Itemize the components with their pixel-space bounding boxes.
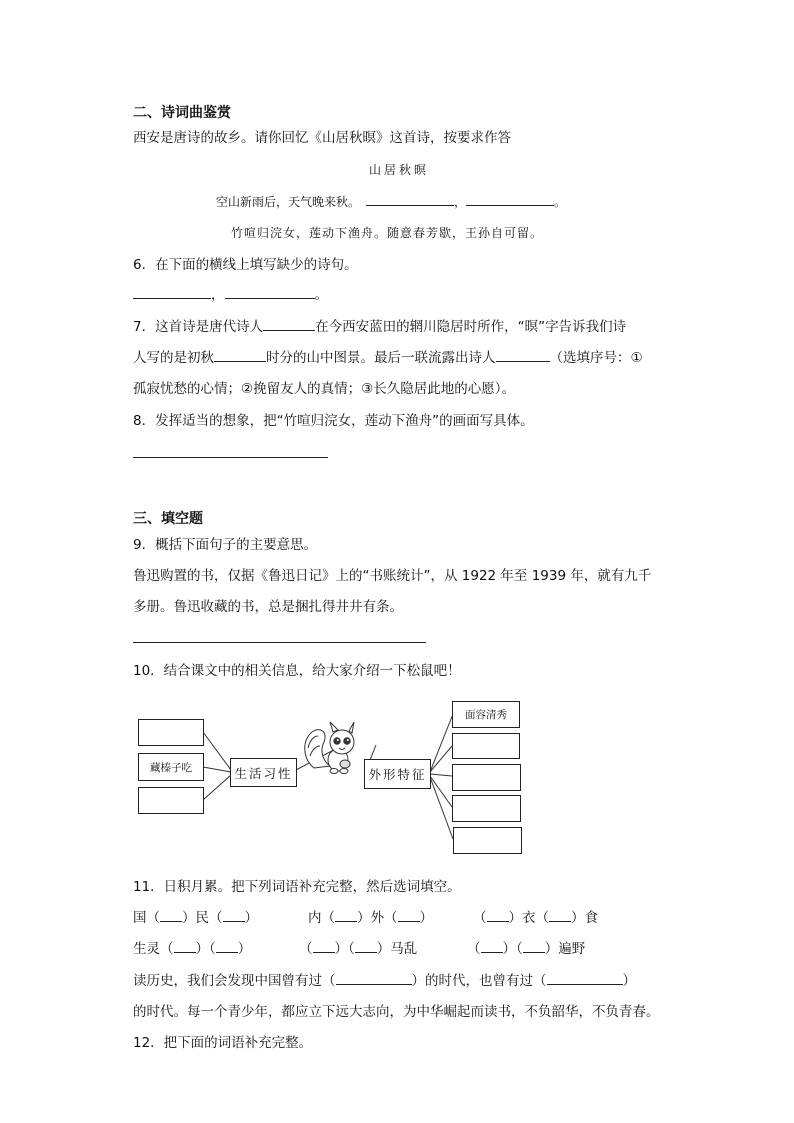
q9-passage-line-2: 多册。鲁迅收藏的书，总是捆扎得井井有条。 <box>133 599 403 615</box>
idiom-4-blank-2[interactable] <box>216 952 238 953</box>
q11-sentence-1 <box>133 972 636 990</box>
q6-comma: ， <box>211 287 225 303</box>
idiom-1-pre: 国（ <box>133 910 160 926</box>
idiom-1-blank-1[interactable] <box>160 921 182 922</box>
idiom-6 <box>467 940 585 958</box>
question-8: 8．发挥适当的想象，把“竹喧归浣女，莲动下渔舟”的画面写具体。 <box>133 413 534 429</box>
idiom-1-mid: ）民（ <box>182 910 223 926</box>
question-9: 9．概括下面句子的主要意思。 <box>133 537 318 553</box>
appearance-blank-box-3[interactable] <box>452 795 521 822</box>
habit-box-known: 藏榛子吃 <box>138 753 204 781</box>
idiom-3-pre: （ <box>473 910 487 926</box>
poem-line-2: 竹喧归浣女，莲动下渔舟。随意春芳歇，王孙自可留。 <box>231 226 544 240</box>
question-10: 10．结合课文中的相关信息，给大家介绍一下松鼠吧！ <box>133 663 461 679</box>
idiom-5 <box>299 940 417 958</box>
q11-s1-part-c: ） <box>622 973 636 989</box>
idiom-5-blank-1[interactable] <box>313 952 335 953</box>
idiom-4-pre: 生灵（ <box>133 941 174 957</box>
idiom-3-blank-1[interactable] <box>487 921 509 922</box>
idiom-6-blank-1[interactable] <box>481 952 503 953</box>
idiom-1-post: ） <box>244 910 258 926</box>
idiom-3 <box>473 909 598 927</box>
poem-line-1-comma: ， <box>454 195 467 209</box>
squirrel-icon <box>300 718 362 776</box>
q11-s1-part-a: 读历史，我们会发现中国曾有过（ <box>133 973 336 989</box>
appearance-blank-box-4[interactable] <box>453 827 522 854</box>
idiom-2-mid: ）外（ <box>357 910 398 926</box>
idiom-3-mid: ）衣（ <box>508 910 549 926</box>
idiom-2 <box>308 909 433 927</box>
question-6: 6．在下面的横线上填写缺少的诗句。 <box>133 257 358 273</box>
section-heading-fill: 三、填空题 <box>133 511 203 527</box>
q9-passage-line-1: 鲁迅购置的书，仅据《鲁迅日记》上的“书账统计”，从 1922 年至 1939 年，就有九千 <box>133 568 652 584</box>
poem-line-1-end: 。 <box>554 195 567 209</box>
appearance-blank-box-1[interactable] <box>452 733 520 759</box>
q11-blank-1[interactable] <box>336 984 412 985</box>
q7-part-c: 人写的是初秋 <box>133 350 214 366</box>
idiom-6-pre: （ <box>467 941 481 957</box>
q7-part-a: 7．这首诗是唐代诗人 <box>133 319 264 335</box>
q11-s1-part-b: ）的时代，也曾有过（ <box>411 973 547 989</box>
question-7-line-3: 孤寂忧愁的心情；②挽留友人的真情；③长久隐居此地的心愿）。 <box>133 381 515 397</box>
q7-part-d: 时分的山中图景。最后一联流露出诗人 <box>266 350 496 366</box>
idiom-2-blank-1[interactable] <box>335 921 357 922</box>
idiom-4-mid: ）（ <box>195 941 216 957</box>
habit-blank-box-2[interactable] <box>138 787 204 814</box>
idiom-2-pre: 内（ <box>308 910 335 926</box>
appearance-box-known: 面容清秀 <box>452 701 520 728</box>
poetry-intro: 西安是唐诗的故乡。请你回忆《山居秋暝》这首诗，按要求作答 <box>133 130 511 146</box>
idiom-6-mid: ）（ <box>502 941 523 957</box>
question-11: 11．日积月累。把下列词语补充完整，然后选词填空。 <box>133 879 461 895</box>
idiom-5-pre: （ <box>299 941 313 957</box>
section-heading-poetry: 二、诗词曲鉴赏 <box>133 105 231 121</box>
idiom-4-blank-1[interactable] <box>174 952 196 953</box>
q7-part-e: （选填序号：① <box>549 350 643 366</box>
appearance-features-box: 外形特征 <box>364 759 431 789</box>
appearance-blank-box-2[interactable] <box>452 764 521 791</box>
poem-line-1-text: 空山新雨后，天气晚来秋。 <box>216 195 361 209</box>
idiom-5-post: ）马乱 <box>376 941 418 957</box>
living-habits-box: 生活习性 <box>230 758 297 787</box>
idiom-3-blank-2[interactable] <box>549 921 571 922</box>
q11-sentence-2: 的时代。每一个青少年，都应立下远大志向，为中华崛起而读书，不负韶华，不负青春。 <box>133 1004 660 1020</box>
q6-end: 。 <box>314 287 328 303</box>
idiom-2-blank-2[interactable] <box>398 921 420 922</box>
idiom-1-blank-2[interactable] <box>223 921 245 922</box>
idiom-4 <box>133 940 251 958</box>
q7-part-b: 在今西安蓝田的辋川隐居时所作，“暝”字告诉我们诗 <box>315 319 627 335</box>
q11-blank-2[interactable] <box>547 984 623 985</box>
idiom-6-post: ）遍野 <box>544 941 586 957</box>
idiom-3-post: ）食 <box>571 910 598 926</box>
idiom-4-post: ） <box>237 941 252 957</box>
idiom-1 <box>133 909 258 927</box>
idiom-6-blank-2[interactable] <box>523 952 545 953</box>
question-12: 12．把下面的词语补充完整。 <box>133 1035 313 1051</box>
idiom-5-mid: ）（ <box>334 941 355 957</box>
habit-blank-box-1[interactable] <box>138 719 204 746</box>
poem-title: 山居秋暝 <box>369 163 430 177</box>
idiom-5-blank-2[interactable] <box>355 952 377 953</box>
idiom-2-post: ） <box>419 910 433 926</box>
